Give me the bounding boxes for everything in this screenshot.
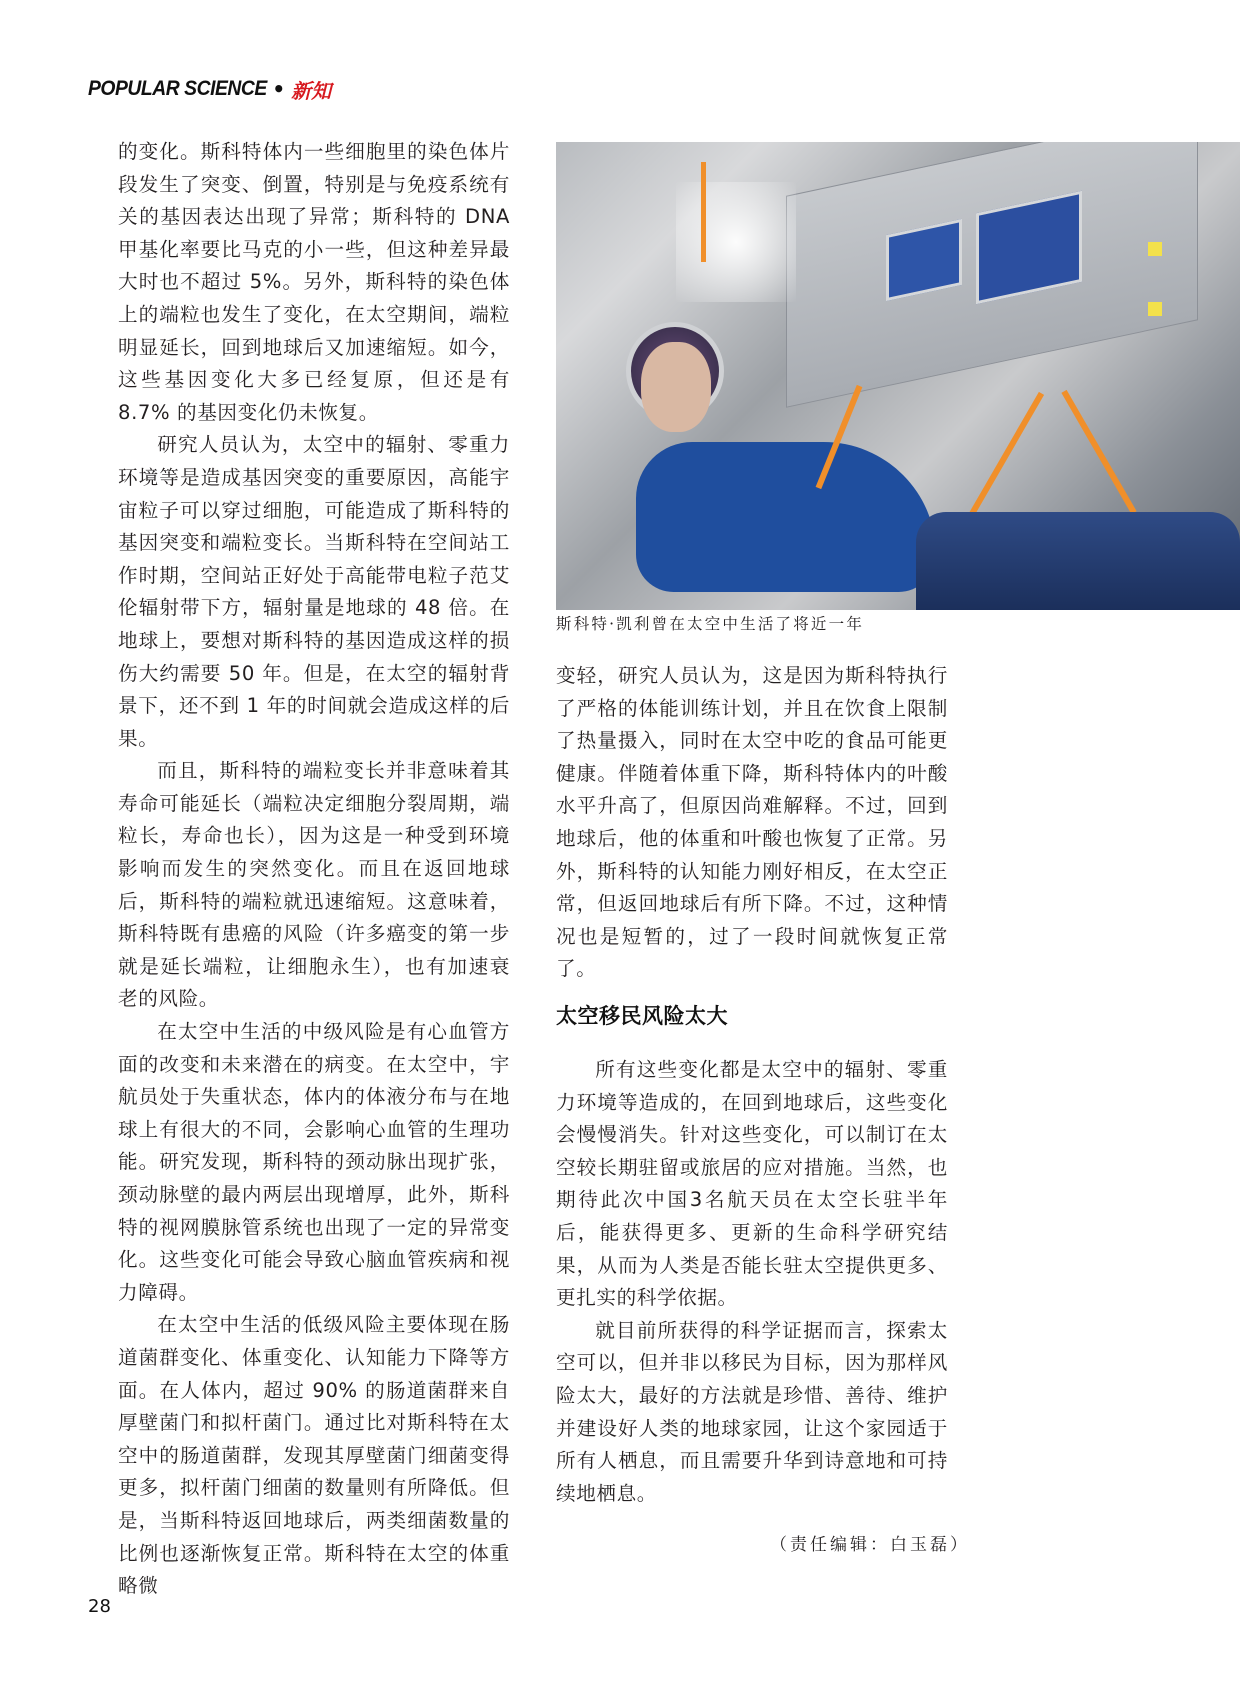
editor-credit: （责任编辑：白玉磊） — [770, 1535, 970, 1555]
header-separator: • — [272, 77, 286, 101]
left-column — [118, 136, 510, 1603]
indicator-light — [1148, 242, 1162, 256]
indicator-light — [1148, 302, 1162, 316]
section-heading: 太空移民风险太大 — [556, 1004, 728, 1028]
photo-caption: 斯科特·凯利曾在太空中生活了将近一年 — [556, 615, 865, 633]
paragraph: 研究人员认为，太空中的辐射、零重力环境等是造成基因突变的重要原因，高能宇宙粒子可以穿过细胞，可能造成了斯科特的基因突变和端粒变长。当斯科特在空间站工作时期，空间站正好处于高能带电粒子范艾伦辐射带下方，辐射量是地球的 48 倍。在地球上，要想对斯科特的基因造成这样的损伤大约需要 50 年。但是，在太空的辐射背景下，还不到 1 年的时间就会造成这样的后果。 — [118, 433, 510, 750]
paragraph: 在太空中生活的中级风险是有心血管方面的改变和未来潜在的病变。在太空中，宇航员处于失重状态，体内的体液分布与在地球上有很大的不同，会影响心血管的生理功能。研究发现，斯科特的颈动脉出现扩张，颈动脉壁的最内两层出现增厚，此外，斯科特的视网膜脉管系统也出现了一定的异常变化。这些变化可能会导致心脑血管疾病和视力障碍。 — [118, 1020, 510, 1304]
paragraph: 而且，斯科特的端粒变长并非意味着其寿命可能延长（端粒决定细胞分裂周期，端粒长，寿命也长），因为这是一种受到环境影响而发生的突然变化。而且在返回地球后，斯科特的端粒就迅速缩短。这意味着，斯科特既有患癌的风险（许多癌变的第一步就是延长端粒，让细胞永生），也有加速衰老的风险。 — [118, 759, 510, 1011]
right-column-top — [556, 660, 948, 986]
magazine-header — [88, 74, 331, 104]
paragraph: 就目前所获得的科学证据而言，探索太空可以，但并非以移民为目标，因为那样风险太大，最好的方法就是珍惜、善待、维护并建设好人类的地球家园，让这个家园适于所有人栖息，而且需要升华到诗意地和可持续地栖息。 — [556, 1318, 948, 1505]
astronaut-head-shape — [641, 342, 711, 432]
astronaut-body-shape — [636, 442, 936, 592]
brand-name: POPULAR SCIENCE — [88, 77, 267, 100]
paragraph: 变轻，研究人员认为，这是因为斯科特执行了严格的体能训练计划，并且在饮食上限制了热量摄入，同时在太空中吃的食品可能更健康。伴随着体重下降，斯科特体内的叶酸水平升高了，但原因尚难解释。不过，回到地球后，他的体重和叶酸也恢复了正常。另外，斯科特的认知能力刚好相反，在太空正常，但返回地球后有所下降。不过，这种情况也是短暂的，过了一段时间就恢复正常了。 — [556, 664, 948, 981]
astronaut-photo — [556, 142, 1240, 610]
right-column-bottom — [556, 1054, 948, 1510]
page-number: 28 — [88, 1596, 111, 1617]
paragraph: 在太空中生活的低级风险主要体现在肠道菌群变化、体重变化、认知能力下降等方面。在人体内，超过 90% 的肠道菌群来自厚壁菌门和拟杆菌门。通过比对斯科特在太空中的肠道菌群，发现其厚壁菌门细菌变得更多，拟杆菌门细菌的数量则有所降低。但是，当斯科特返回地球后，两类细菌数量的比例也逐渐恢复正常。斯科特在太空的体重略微 — [118, 1313, 510, 1598]
seat-shape — [916, 512, 1240, 610]
section-name: 新知 — [291, 78, 332, 103]
strap-shape — [1061, 390, 1136, 514]
cabin-light — [676, 182, 796, 302]
strap-shape — [701, 162, 706, 262]
paragraph: 所有这些变化都是太空中的辐射、零重力环境等造成的，在回到地球后，这些变化会慢慢消失。针对这些变化，可以制订在太空较长期驻留或旅居的应对措施。当然，也期待此次中国3名航天员在太空长驻半年后，能获得更多、更新的生命科学研究结果，从而为人类是否能长驻太空提供更多、更扎实的科学依据。 — [556, 1058, 948, 1310]
paragraph: 的变化。斯科特体内一些细胞里的染色体片段发生了突变、倒置，特别是与免疫系统有关的基因表达出现了异常；斯科特的 DNA 甲基化率要比马克的小一些，但这种差异最大时也不超过 5%。另外，斯科特的染色体上的端粒也发生了变化，在太空期间，端粒明显延长，回到地球后又加速缩短。如今，这些基因变化大多已经复原，但还是有 8.7% 的基因变化仍未恢复。 — [118, 140, 510, 424]
